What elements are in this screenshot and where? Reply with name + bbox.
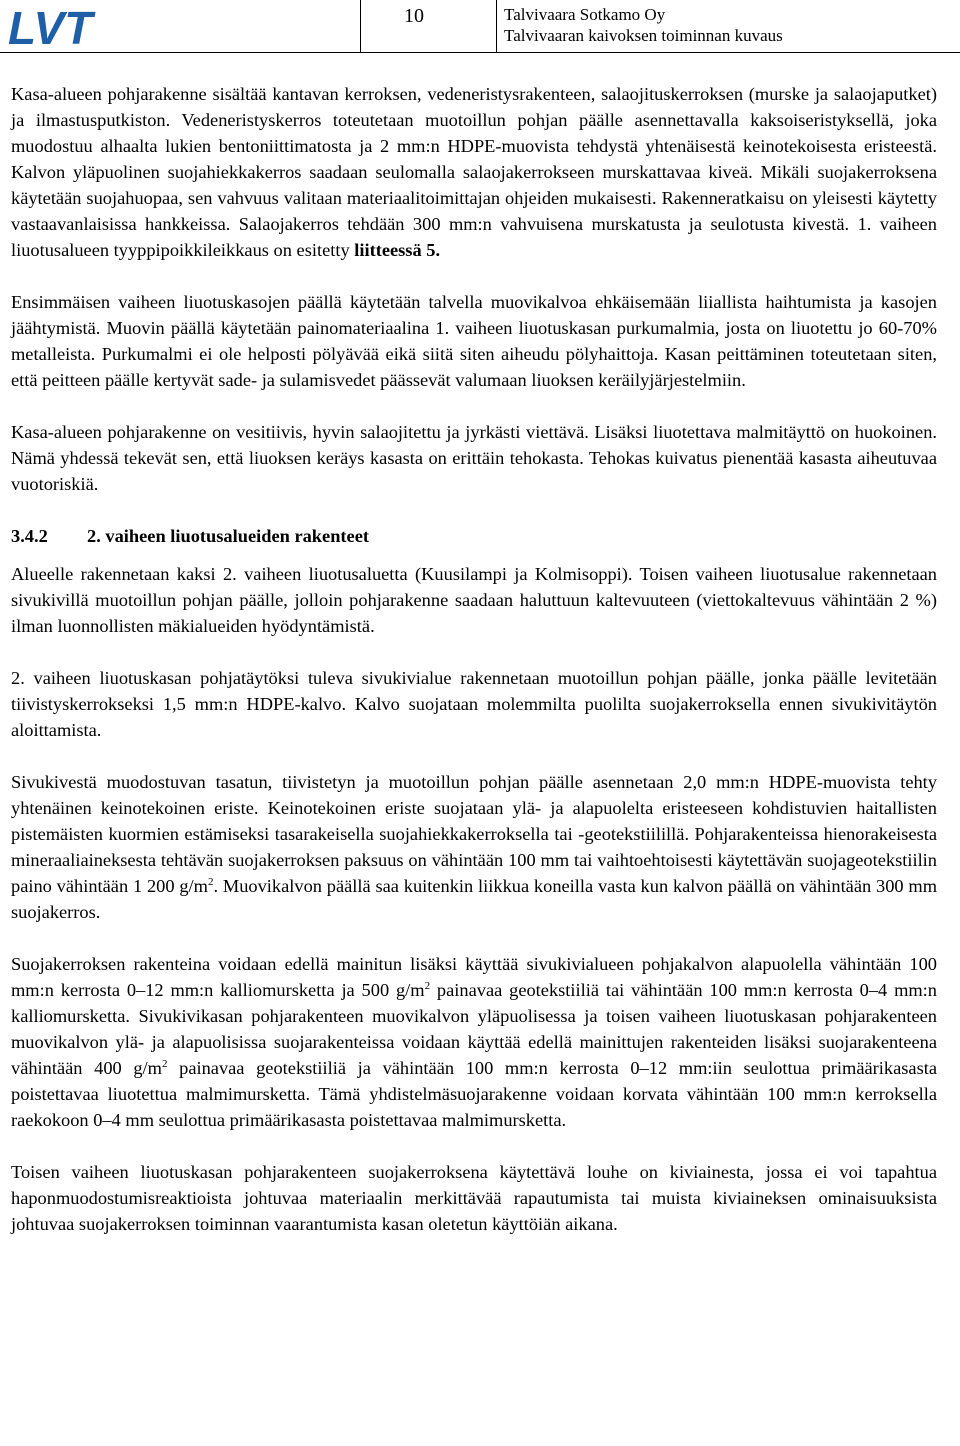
paragraph: Suojakerroksen rakenteina voidaan edellä mainitun lisäksi käyttää sivukivialueen pohjakalvon alapuolella vähintään 100 mm:n kerrosta 0–12 mm:n kalliomursketta ja 500 $g/m^2$ painavaa geotekstiiliä tai vähintään 100 mm:n kerrosta 0–4 mm:n kalliomursketta. Sivukivikasan pohjarakenteen muovikalvon yläpuolisessa ja toisen vaiheen liuotuskasan pohjarakenteen muovikalvon ylä- ja alapuolisissa suojarakenteissa voidaan käyttää edellä mainittujen rakenteiden lisäksi suojarakenteena vähintään 400 $g/m^2$ painavaa geotekstiiliä ja vähintään 100 mm:n kerrosta 0–12 mm:iin seulottua primäärikasasta poistettavaa liuotettua malmimursketta. Tämä yhdistelmäsuojarakenne voidaan korvata vähintään 100 mm:n kerroksella raekokoon 0–4 mm seulottua primäärikasasta poistettavaa malmimursketta.: [11, 954, 937, 1130]
header-rule: [0, 52, 960, 53]
section-title: 2. vaiheen liuotusalueiden rakenteet: [87, 526, 369, 546]
paragraph: Ensimmäisen vaiheen liuotuskasojen päällä käytetään talvella muovikalvoa ehkäisemään liiallista haihtumista ja kasojen jäähtymistä. Muovin päällä käytetään painomateriaalina 1. vaiheen liuotuskasan purkumalmia, josta on liuotettu jo 60-70% metalleista. Purkumalmi ei ole helposti pölyävää eikä siitä siten aiheudu pölyhaittoja. Kasan peittäminen toteutetaan siten, että peitteen päälle kertyvät sade- ja sulamisvedet päässevät valumaan liuoksen keräilyjärjestelmiin.: [11, 292, 937, 390]
section-heading: [11, 523, 937, 549]
lvt-logo: [6, 2, 130, 52]
header-divider: [496, 0, 497, 52]
header-divider: [360, 0, 361, 52]
company-name: Talvivaara Sotkamo Oy: [504, 5, 666, 24]
page-header: [0, 0, 960, 52]
paragraph: Toisen vaiheen liuotuskasan pohjarakenteen suojakerroksena käytettävä louhe on kiviainesta, jossa ei voi tapahtua haponmuodostumisreaktioista johtuvaa materiaalin merkittävää rapautumista tai muista kiviaineksen ominaisuuksista johtuvaa suojakerroksen toiminnan vaarantumista kasan oletetun käyttöiän aikana.: [11, 1162, 937, 1234]
paragraph: Kasa-alueen pohjarakenne sisältää kantavan kerroksen, vedeneristysrakenteen, salaojituskerroksen (murske ja salaojaputket) ja ilmastusputkiston. Vedeneristyskerros toteutetaan muotoillun pohjan päälle asennettavalla kaksoiseristyksellä, joka muodostuu alhaalta lukien bentoniittimatosta ja 2 mm:n HDPE-muovista tehdystä yhtenäisestä keinotekoisesta eristeestä. Kalvon yläpuolinen suojahiekkakerros saadaan seulomalla salaojakerrokseen murskattavaa kiveä. Mikäli suojakerroksena käytetään suojahuopaa, sen vahvuus valitaan materiaalitoimittajan ohjeiden mukaisesti. Rakenneratkaisu on yleisesti käytetty vastaavanlaisissa hankkeissa. Salaojakerros tehdään 300 mm:n vahvuisena murskatusta ja seulotusta kivestä. 1. vaiheen liuotusalueen tyyppipoikkileikkaus on esitetty liitteessä 5.: [11, 84, 937, 260]
paragraph: 2. vaiheen liuotuskasan pohjatäytöksi tuleva sivukivialue rakennetaan muotoillun pohjan päälle, jonka päälle levitetään tiivistyskerrokseksi 1,5 mm:n HDPE-kalvo. Kalvo suojataan molemmilta puolilta suojakerroksella ennen sivukivitäytön aloittamista.: [11, 668, 937, 740]
section-number: 3.4.2: [11, 526, 48, 546]
svg-text:LVT: LVT: [8, 2, 93, 52]
header-company-block: [504, 4, 783, 46]
paragraph: Kasa-alueen pohjarakenne on vesitiivis, hyvin salaojitettu ja jyrkästi viettävä. Lisäksi liuotettava malmitäyttö on huokoinen. Nämä yhdessä tekevät sen, että liuoksen keräys kasasta on erittäin tehokasta. Tehokas kuivatus pienentää kasasta aiheutuvaa vuotoriskiä.: [11, 422, 937, 494]
paragraph: Alueelle rakennetaan kaksi 2. vaiheen liuotusaluetta (Kuusilampi ja Kolmisoppi). Toisen vaiheen liuotusalue rakennetaan sivukivillä muotoillun pohjan päälle, jolloin pohjarakenne saadaan haluttuun kaltevuuteen (viettokaltevuus vähintään 2 %) ilman luonnollisten mäkialueiden hyödyntämistä.: [11, 564, 937, 636]
paragraph: Sivukivestä muodostuvan tasatun, tiivistetyn ja muotoillun pohjan päälle asennetaan 2,0 mm:n HDPE-muovista tehty yhtenäinen keinotekoinen eriste. Keinotekoinen eriste suojataan ylä- ja alapuolelta eristeeseen kohdistuvien haitallisten pistemäisten kuormien estämiseksi tasarakeisella suojahiekkakerroksella tai -geotekstiilillä. Pohjarakenteissa hienorakeisesta mineraaliaineksesta tehtävän suojakerroksen paksuus on vähintään 100 mm tai vaihtoehtoisesti käytettävän suojageotekstiilin paino vähintään 1 200 $g/m^2$. Muovikalvon päällä saa kuitenkin liikkua koneilla vasta kun kalvon päällä on vähintään 300 mm suojakerros.: [11, 772, 937, 922]
document-title: Talvivaaran kaivoksen toiminnan kuvaus: [504, 26, 783, 45]
page-number: 10: [404, 5, 424, 27]
document-body: [11, 81, 937, 1263]
